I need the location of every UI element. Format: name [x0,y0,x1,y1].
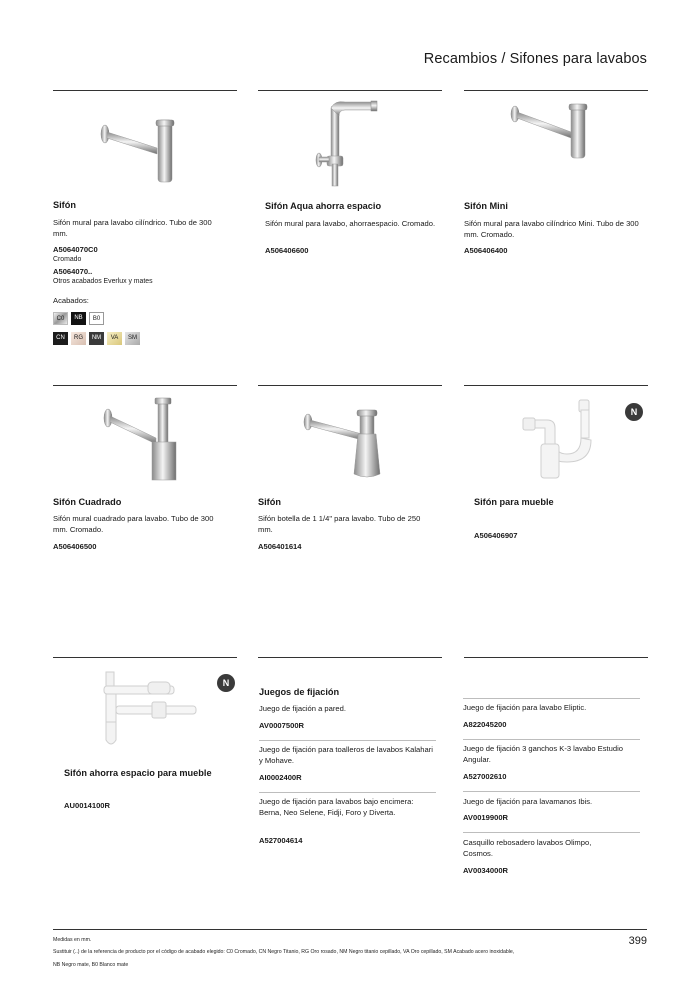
product-name: Sifón ahorra espacio para mueble [64,768,212,778]
fixing-description: Juego de fijación 3 ganchos K-3 lavabo Estudio Angular. [463,744,623,764]
finish-swatch-nb [71,312,86,325]
product-name: Sifón [53,200,76,210]
product-name: Sifón Cuadrado [53,497,122,507]
fixing-reference: AI0002400R [259,773,302,782]
divider [259,792,436,793]
fixing-description: Juego de fijación a pared. [259,704,346,713]
divider [258,385,442,386]
fixing-reference: AV0007500R [259,721,305,730]
product-name: Sifón Mini [464,201,508,211]
divider [53,90,237,91]
divider [53,657,237,658]
footer-note: Sustituir (..) de la referencia de producto por el código de acabado elegido: C0 Cromado, CN Negro Titanio, RG Oro rosado, NM Negro titanio cepillado, VA Oro cepillado, SM Acabado acero inoxidable, [53,949,515,955]
footer-divider [53,929,647,930]
divider [464,90,648,91]
product-image-sifon-ahorra-espacio-mueble [92,670,202,755]
finish-swatch-va [107,332,122,345]
product-reference: A506406600 [265,246,309,255]
product-description: Sifón mural para lavabo, ahorraespacio. Cromado. [265,219,436,228]
fixing-reference: A822045200 [463,720,507,729]
product-image-sifon-botella [300,408,390,483]
divider [259,740,436,741]
divider [463,739,640,740]
finish-code: RG [74,335,83,341]
product-name: Sifón [258,497,281,507]
page-number: 399 [628,935,647,947]
fixing-description: Casquillo rebosadero lavabos Olimpo, Cosmos. [463,838,592,858]
product-image-sifon [95,112,190,187]
product-image-sifon-aqua [305,98,395,193]
product-description: Sifón mural para lavabo cilíndrico Mini. Tubo de 300 mm. Cromado. [464,219,639,239]
product-reference: AU0014100R [64,801,111,810]
finish-code: NM [91,335,102,341]
fixing-description: Juego de fijación para toalleros de lavabos Kalahari y Mohave. [259,745,433,765]
finish-code: NB [74,315,83,321]
divider [258,90,442,91]
finish-swatch-cn [53,332,68,345]
finish-code: C0 [56,316,65,322]
finish-swatch-nm [89,332,104,345]
product-reference: A5064070.. [53,267,93,276]
divider [53,385,237,386]
product-image-sifon-mini [505,100,600,165]
finish-swatch-sm [125,332,140,345]
divider [463,832,640,833]
fixing-reference: A527004614 [259,836,303,845]
product-reference: A506406400 [464,246,508,255]
finish-code: CN [56,335,65,341]
reference-note: Otros acabados Everlux y mates [53,278,153,285]
product-image-sifon-mueble [515,398,605,488]
finish-code: SM [128,335,137,341]
divider [463,698,640,699]
product-description: Sifón mural para lavabo cilíndrico. Tubo de 300 mm. [53,218,212,238]
product-description: Sifón mural cuadrado para lavabo. Tubo de 300 mm. Cromado. [53,514,214,534]
product-reference: A506406907 [474,531,518,540]
product-reference: A506406500 [53,542,97,551]
product-reference: A5064070C0 [53,245,98,254]
product-name: Sifón para mueble [474,497,554,507]
finish-swatch-rg [71,332,86,345]
product-reference: A506401614 [258,542,302,551]
fixing-reference: AV0034000R [463,866,509,875]
footer-note: Medidas en mm. [53,937,92,943]
footer-note: NB Negro mate, B0 Blanco mate [53,962,129,968]
fixing-description: Juego de fijación para lavamanos Ibis. [463,797,593,806]
finish-swatch-b0 [89,312,104,325]
finish-swatch-c0 [53,312,68,325]
finish-code: VA [110,335,119,341]
new-badge: N [625,403,643,421]
product-name: Sifón Aqua ahorra espacio [265,201,382,211]
fixing-reference: A527002610 [463,772,507,781]
page-title: Recambios / Sifones para lavabos [423,51,647,67]
divider [258,657,442,658]
fixing-description: Juego de fijación para lavabos bajo encimera: Berna, Neo Selene, Fidji, Foro y Diverta. [259,797,414,817]
finish-code: B0 [92,316,101,322]
product-description: Sifón botella de 1 1/4" para lavabo. Tubo de 250 mm. [258,514,421,534]
fixing-reference: AV0019900R [463,813,509,822]
new-badge: N [217,674,235,692]
product-image-sifon-cuadrado [100,396,190,486]
fixing-description: Juego de fijación para lavabo Eliptic. [463,703,587,712]
reference-note: Cromado [53,256,82,263]
divider [463,791,640,792]
section-title: Juegos de fijación [259,687,340,697]
divider [464,657,648,658]
finishes-label: Acabados: [53,296,89,305]
divider [464,385,648,386]
